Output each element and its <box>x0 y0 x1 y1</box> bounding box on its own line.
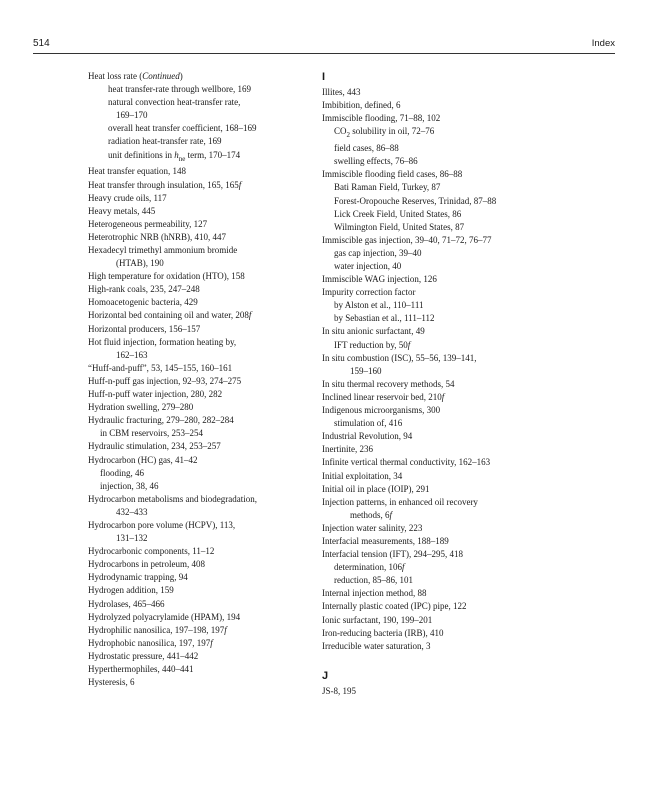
index-entry <box>88 663 306 676</box>
entry-text: High-rank coals, 235, 247–248 <box>88 284 200 295</box>
index-subentry <box>322 260 554 273</box>
entry-text: Homoacetogenic bacteria, 429 <box>88 297 198 308</box>
entry-text: natural convection heat-transfer rate, <box>108 97 241 108</box>
entry-text: Huff-n-puff water injection, 280, 282 <box>88 389 223 400</box>
index-subentry <box>88 506 306 519</box>
subscript: ne <box>178 154 186 163</box>
entry-text: Internal injection method, 88 <box>322 588 427 599</box>
index-entry <box>88 584 306 597</box>
index-entry <box>322 483 554 496</box>
index-entry <box>88 296 306 309</box>
entry-text: Hydraulic stimulation, 234, 253–257 <box>88 441 221 452</box>
entry-text: Internally plastic coated (IPC) pipe, 122 <box>322 601 467 612</box>
entry-text: Heat transfer through insulation, 165, 165f <box>88 179 242 190</box>
header-rule <box>33 53 615 54</box>
entry-text: Heavy metals, 445 <box>88 205 156 216</box>
index-entry <box>322 522 554 535</box>
index-subentry <box>88 349 306 362</box>
index-subentry <box>322 142 554 155</box>
entry-text: Hydration swelling, 279–280 <box>88 402 194 413</box>
index-entry <box>88 192 306 205</box>
index-entry <box>322 325 554 338</box>
entry-text: In situ anionic surfactant, 49 <box>322 326 425 337</box>
entry-text: Horizontal bed containing oil and water, 208f <box>88 310 252 321</box>
index-entry <box>88 362 306 375</box>
entry-text: Wilmington Field, United States, 87 <box>334 221 465 232</box>
entry-text: Hydraulic fracturing, 279–280, 282–284 <box>88 415 234 426</box>
entry-text: Inclined linear reservoir bed, 210f <box>322 391 445 402</box>
index-entry <box>88 323 306 336</box>
index-subentry <box>322 417 554 430</box>
index-entry <box>88 493 306 506</box>
entry-text: Industrial Revolution, 94 <box>322 431 413 442</box>
entry-text: water injection, 40 <box>334 261 402 272</box>
index-entry <box>88 205 306 218</box>
entry-text: 432–433 <box>116 506 148 517</box>
entry-text: Hexadecyl trimethyl ammonium bromide <box>88 245 238 256</box>
index-subentry <box>322 339 554 352</box>
entry-text: Heat loss rate (Continued) <box>88 71 183 81</box>
entry-text-tail: solubility in oil, 72–76 <box>350 126 435 137</box>
entry-text: Forest-Oropouche Reserves, Trinidad, 87–88 <box>334 195 497 206</box>
entry-text: Immiscible WAG injection, 126 <box>322 274 437 285</box>
entry-text: reduction, 85–86, 101 <box>334 575 413 586</box>
entry-text: Indigenous microorganisms, 300 <box>322 405 441 416</box>
entry-text: IFT reduction by, 50f <box>334 339 411 350</box>
index-entry <box>322 640 554 653</box>
index-column-right <box>322 70 554 698</box>
section-i-entries <box>322 86 554 653</box>
entry-text: Initial oil in place (IOIP), 291 <box>322 483 430 494</box>
index-entry <box>88 244 306 257</box>
entry-text: Heterogeneous permeability, 127 <box>88 218 208 229</box>
index-entry <box>88 70 306 83</box>
entry-text: Illites, 443 <box>322 87 361 97</box>
index-entry <box>322 614 554 627</box>
entry-text: by Alston et al., 110–111 <box>334 300 424 311</box>
entry-text: Hydrophilic nanosilica, 197–198, 197f <box>88 624 227 635</box>
index-subentry <box>322 155 554 168</box>
entry-text: Hydrolases, 465–466 <box>88 598 165 609</box>
entry-text: radiation heat-transfer rate, 169 <box>108 136 222 147</box>
entry-text: Bati Raman Field, Turkey, 87 <box>334 182 441 193</box>
entry-text: 131–132 <box>116 533 148 544</box>
entry-text: Hydrodynamic trapping, 94 <box>88 572 188 583</box>
index-entry <box>88 558 306 571</box>
index-subentry <box>88 427 306 440</box>
entry-text: 169–170 <box>116 110 148 121</box>
entry-text: Immiscible flooding field cases, 86–88 <box>322 169 463 180</box>
entry-text: gas cap injection, 39–40 <box>334 247 422 258</box>
entry-text: Horizontal producers, 156–157 <box>88 323 201 334</box>
index-subentry <box>88 96 306 109</box>
index-entry <box>322 352 554 365</box>
index-entry <box>88 388 306 401</box>
index-subentry <box>88 480 306 493</box>
index-subentry <box>322 181 554 194</box>
entry-text: determination, 106f <box>334 562 405 573</box>
entry-text: Hydrocarbon metabolisms and biodegradation, <box>88 493 257 504</box>
entry-text: flooding, 46 <box>100 467 144 478</box>
entry-text: stimulation of, 416 <box>334 418 403 429</box>
entry-text: by Sebastian et al., 111–112 <box>334 313 435 324</box>
index-subentry <box>88 135 306 148</box>
index-subentry <box>322 299 554 312</box>
entry-text: swelling effects, 76–86 <box>334 156 418 167</box>
entry-text: Imbibition, defined, 6 <box>322 100 401 111</box>
entry-text: Initial exploitation, 34 <box>322 470 403 481</box>
entry-text: Hydrogen addition, 159 <box>88 585 174 596</box>
entry-text: Hydrocarbons in petroleum, 408 <box>88 559 205 570</box>
section-letter-i: I <box>322 71 326 83</box>
entry-text: 162–163 <box>116 349 148 360</box>
entry-text: Ionic surfactant, 190, 199–201 <box>322 614 433 625</box>
entry-text: JS-8, 195 <box>322 685 357 696</box>
entry-text: field cases, 86–88 <box>334 143 399 154</box>
entry-text: Hydrocarbonic components, 11–12 <box>88 546 215 557</box>
index-subentry <box>88 467 306 480</box>
section-letter-j: J <box>322 669 329 682</box>
entry-text: Interfacial tension (IFT), 294–295, 418 <box>322 549 463 560</box>
index-entry <box>88 231 306 244</box>
index-subentry <box>322 365 554 378</box>
index-entry <box>322 587 554 600</box>
entry-text: Hydrocarbon pore volume (HCPV), 113, <box>88 519 236 530</box>
index-entry <box>322 470 554 483</box>
entry-text: methods, 6f <box>350 509 393 520</box>
index-subentry <box>88 122 306 135</box>
entry-text: Injection patterns, in enhanced oil recovery <box>322 496 478 507</box>
index-entry <box>322 685 554 698</box>
section-gap <box>322 653 554 669</box>
index-subentry <box>322 208 554 221</box>
index-entry <box>88 598 306 611</box>
index-entry <box>88 283 306 296</box>
index-subentry <box>322 247 554 260</box>
index-entry <box>322 234 554 247</box>
index-entry <box>88 519 306 532</box>
index-subentry <box>322 509 554 522</box>
index-subentry <box>322 312 554 325</box>
index-entry <box>322 430 554 443</box>
index-entry <box>322 548 554 561</box>
entry-text: Inertinite, 236 <box>322 444 373 455</box>
entry-text: Lick Creek Field, United States, 86 <box>334 208 462 219</box>
index-column-left <box>88 70 306 689</box>
index-entry <box>88 676 306 689</box>
index-entry <box>88 336 306 349</box>
index-entry <box>322 273 554 286</box>
index-entry <box>88 218 306 231</box>
index-entry <box>88 440 306 453</box>
index-subentry <box>322 195 554 208</box>
index-entry <box>88 270 306 283</box>
entry-text: Injection water salinity, 223 <box>322 522 423 533</box>
index-entry <box>322 496 554 509</box>
index-entry <box>88 571 306 584</box>
entry-text: Heterotrophic NRB (hNRB), 410, 447 <box>88 231 226 242</box>
index-entry <box>322 112 554 125</box>
index-entry <box>322 404 554 417</box>
entry-text: overall heat transfer coefficient, 168–169 <box>108 123 257 134</box>
index-entry <box>322 456 554 469</box>
index-entry <box>322 378 554 391</box>
entry-text: Hot fluid injection, formation heating by, <box>88 336 237 347</box>
index-subentry <box>322 125 554 142</box>
entry-text: Heat transfer equation, 148 <box>88 166 186 177</box>
index-entry <box>88 179 306 192</box>
entry-text: unit definitions in $h_{ne}$ term, 170–174 <box>108 149 241 163</box>
running-head: Index <box>591 38 615 49</box>
entry-text: High temperature for oxidation (HTO), 158 <box>88 271 245 282</box>
page-header <box>33 38 615 54</box>
entry-text: Heavy crude oils, 117 <box>88 192 167 203</box>
index-subentry <box>88 109 306 122</box>
index-entry <box>322 86 554 99</box>
entry-text: Huff-n-puff gas injection, 92–93, 274–275 <box>88 375 242 386</box>
entry-text: 159–160 <box>350 365 382 376</box>
index-subentry <box>322 574 554 587</box>
entry-text: Immiscible gas injection, 39–40, 71–72, 76–77 <box>322 234 492 245</box>
index-entry <box>322 391 554 404</box>
index-entry <box>88 650 306 663</box>
entry-text: Hysteresis, 6 <box>88 677 135 688</box>
entry-text: injection, 38, 46 <box>100 480 159 491</box>
entry-text: Iron-reducing bacteria (IRB), 410 <box>322 627 444 638</box>
index-entry <box>88 611 306 624</box>
index-entry <box>322 535 554 548</box>
index-subentry <box>88 532 306 545</box>
page-number: 514 <box>33 38 50 49</box>
entry-text: Infinite vertical thermal conductivity, 162–163 <box>322 457 491 468</box>
entry-text: in CBM reservoirs, 253–254 <box>100 428 203 439</box>
subscript: 2 <box>346 131 351 140</box>
index-subentry <box>88 83 306 96</box>
index-entry <box>88 401 306 414</box>
entry-text-tail: term, 170–174 <box>185 149 241 160</box>
entry-text: “Huff-and-puff”, 53, 145–155, 160–161 <box>88 362 233 373</box>
entry-text: Irreducible water saturation, 3 <box>322 640 431 651</box>
index-entry <box>322 99 554 112</box>
entry-text: In situ combustion (ISC), 55–56, 139–141, <box>322 352 477 363</box>
entry-text: (HTAB), 190 <box>116 258 164 269</box>
index-entry <box>322 627 554 640</box>
entry-text: Hydrophobic nanosilica, 197, 197f <box>88 637 213 648</box>
index-subentry <box>88 257 306 270</box>
index-entry <box>88 414 306 427</box>
entry-text: Immiscible flooding, 71–88, 102 <box>322 113 441 124</box>
index-entry <box>88 375 306 388</box>
entry-text: Hydrocarbon (HC) gas, 41–42 <box>88 454 198 465</box>
index-entry <box>88 309 306 322</box>
index-subentry <box>322 561 554 574</box>
index-subentry <box>88 149 306 166</box>
entry-text: Hydrostatic pressure, 441–442 <box>88 650 199 661</box>
entry-text: Interfacial measurements, 188–189 <box>322 535 449 546</box>
entry-text: In situ thermal recovery methods, 54 <box>322 378 455 389</box>
entry-text: CO <box>334 126 347 137</box>
index-entry <box>322 168 554 181</box>
entry-text: heat transfer-rate through wellbore, 169 <box>108 84 252 95</box>
section-j-entries <box>322 685 554 698</box>
index-entry <box>88 545 306 558</box>
entry-text: Hydrolyzed polyacrylamide (HPAM), 194 <box>88 611 241 622</box>
index-entry <box>88 454 306 467</box>
index-entry <box>322 443 554 456</box>
index-entry <box>322 286 554 299</box>
index-entry <box>88 637 306 650</box>
entry-text: Hyperthermophiles, 440–441 <box>88 664 194 675</box>
index-entry <box>88 165 306 178</box>
index-entry <box>88 624 306 637</box>
index-subentry <box>322 221 554 234</box>
index-entry <box>322 600 554 613</box>
entry-text: Impurity correction factor <box>322 287 416 298</box>
